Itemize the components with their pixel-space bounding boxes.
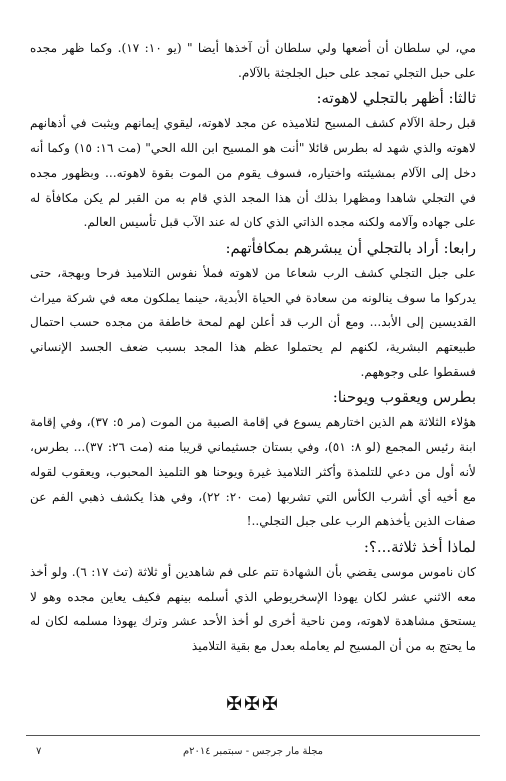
article-body: [30, 36, 476, 659]
journal-title: مجلة مار جرجس - سبتمبر ٢٠١٤م: [182, 746, 324, 757]
body-paragraph: مي، لي سلطان أن أضعها ولي سلطان أن آخذها أيضا " (يو ١٠: ١٧). وكما ظهر مجده على حبل التجلي تمجد على حبل الجلجثة بالآلام.: [30, 41, 476, 80]
section-heading: لماذا أخذ ثلاثة...؟:: [363, 537, 476, 556]
section-heading: بطرس ويعقوب ويوحنا:: [332, 388, 476, 407]
page-footer: [26, 743, 480, 761]
section-heading: ثالثا: أظهر بالتجلي لاهوته:: [316, 89, 476, 108]
page-number: ٧: [36, 746, 42, 757]
body-paragraph: كان ناموس موسى يقضي بأن الشهادة تتم على فم شاهدين أو ثلاثة (تث ١٧: ٦). ولو أخذ معه الاثني عشر لكان يهوذا الإسخريوطي الذي أسلمه بينهم فكيف يعاين مجده وهو لا يستحق مشاهدة لاهوته، ومن ناحية أخرى لو أخذ الأحد عشر وترك يهوذا مسلمه لكان له ما يحتج به من أن المسيح لم يعامله بعدل مع بقية التلاميذ: [30, 564, 476, 654]
body-paragraph: قبل رحلة الآلام كشف المسيح لتلاميذه عن مجد لاهوته، ليقوي إيمانهم ويثبت في أذهانهم لاهوته والذي شهد له بطرس قائلا "أنت هو المسيح ابن الله الحي" (مت ١٦: ١٥) وكما أنه دخل إلى الآلام بمشيئته واختياره، فسوف يقوم من الموت بقوة لاهوته... وبظهور مجده في التجلي شاهدا ومظهرا بذلك أن هذا المجد الذي قام به من القبر لم يكن مكافأة له على جهاده وآلامه ولكنه مجده الذاتي الذي كان له عند الآب قبل تأسيس العالم.: [30, 116, 477, 230]
body-paragraph: على جبل التجلي كشف الرب شعاعا من لاهوته فملأ نفوس التلاميذ فرحا وبهجة، حتى يدركوا ما سوف ينالونه من سعادة في الحياة الأبدية، حينما يملكون معه في شركة ميراث القديسين إلى الأبد... ومع أن الرب قد أعلن لهم لمحة خاطفة من مجده حسب احتمال طبيعتهم البشرية، لكنهم لم يحتملوا عظم هذا المجد بسبب ضعف الجسد الإنساني فسقطوا على وجوههم.: [30, 265, 476, 379]
cross-ornament: ✠✠✠: [226, 693, 280, 715]
body-paragraph: هؤلاء الثلاثة هم الذين اختارهم يسوع في إقامة الصبية من الموت (مر ٥: ٣٧)، وفي إقامة ابنة رئيس المجمع (لو ٨: ٥١)، وفي بستان جسثيماني قريبا منه (مت ٢٦: ٣٧)... بطرس، لأنه أول من دعي للتلمذة وأكثر التلاميذ غيرة ويوحنا هو التلميذ المحبوب، ويعقوب لقوله مع أخيه أي أشرب الكأس التي تشربها (مت ٢٠: ٢٢)، وفي هذا يكشف ذهبي الفم عن صفات الذين يأخذهم الرب على جبل التجلي..!: [30, 415, 477, 529]
section-heading: رابعا: أراد بالتجلي أن يبشرهم بمكافأتهم:: [225, 238, 476, 257]
footer-divider: [26, 735, 480, 736]
